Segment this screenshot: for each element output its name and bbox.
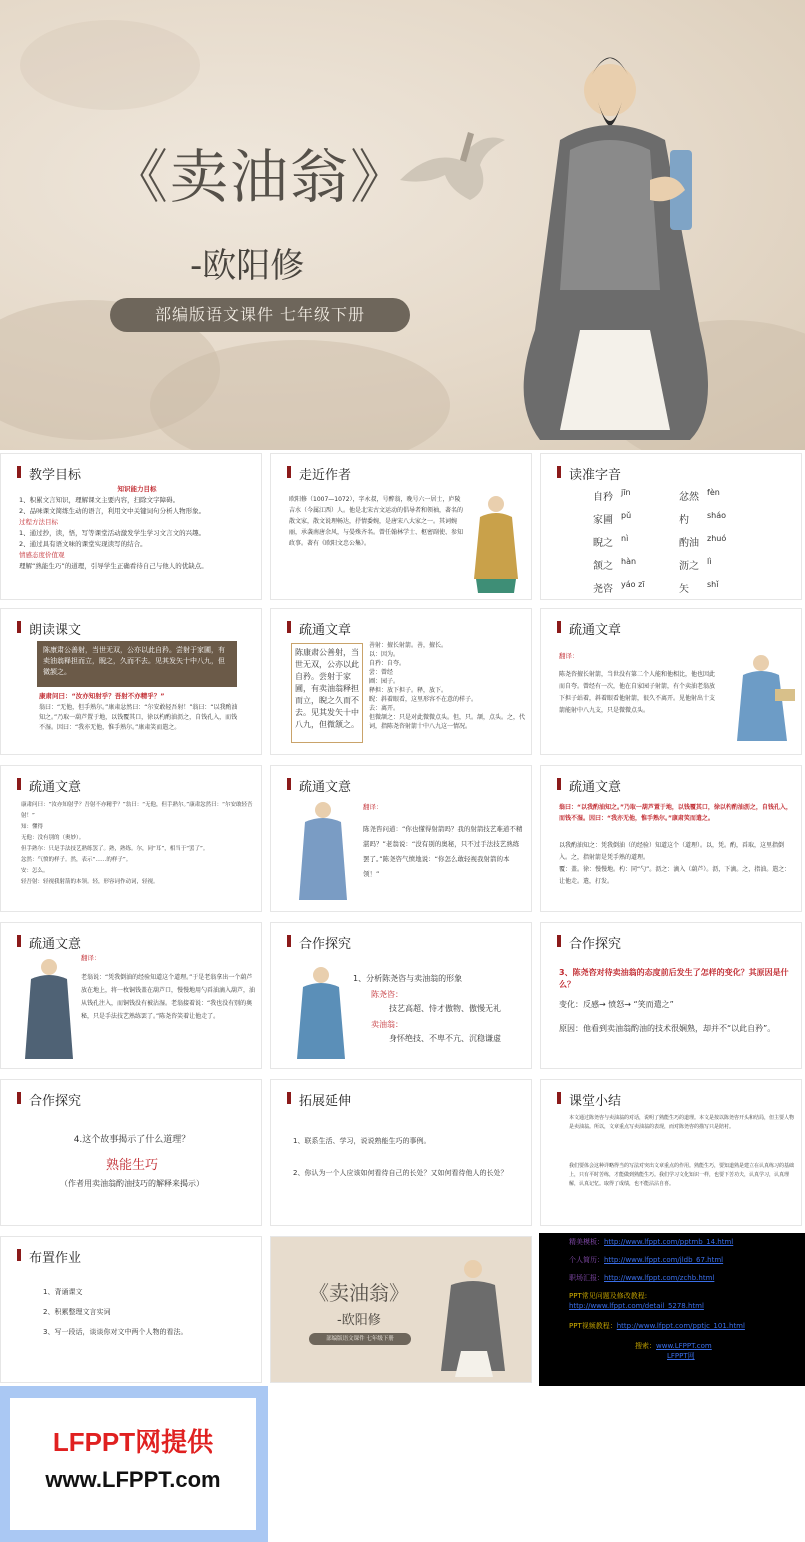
slide-heading: 教学目标 [29,464,81,483]
title-slide[interactable] [0,0,805,450]
slide-heading: 读准字音 [569,464,621,483]
pinyin: yáo zī [621,580,645,589]
goal-line: 2、通过具有语文味的课堂实现读写的结合。 [19,540,147,548]
homework-item: 1、背诵课文 [43,1288,83,1296]
link-label: PPT常见问题及修改教程: [569,1292,648,1300]
question-line: 康肃问曰：“汝亦知射乎？吾射不亦精乎？” [39,692,165,700]
answer-line: 原因：他看到卖油翁酌油的技术很娴熟，却并不“以此自矜”。 [559,1024,776,1033]
word: 自矜 [593,492,613,503]
slide-explore-3[interactable] [0,1079,262,1226]
goal-line: 理解“熟能生巧”的道理，引导学生正确看待自己与他人的优缺点。 [19,562,208,570]
cover-author: -欧阳修 [337,1313,381,1328]
answer-note: （作者用卖油翁酌油技巧的解释来揭示） [60,1179,204,1188]
footer-banner [0,1386,268,1542]
author-name: -欧阳修 [190,246,305,286]
translation-text: 陈尧咨问道：“你也懂得射箭吗？我的射箭技艺难道不精湛吗？”老翁说：“没有别的奥秘，只不过手法技艺熟练罢了。”陈尧咨气愤地说：“你怎么敢轻视我射箭的本领！” [363,825,523,878]
slide-heading: 朗读课文 [29,619,81,638]
slide-notes-4[interactable] [540,765,802,912]
slide-heading: 疏通文意 [299,776,351,795]
link[interactable]: http://www.lfppt.com/jldb_67.html [604,1256,724,1264]
provider-url[interactable]: www.LFPPT.com [45,1467,221,1492]
translation-text: 老翁说：“凭我倒油的经验知道这个道理。”于是老翁拿出一个葫芦放在地上，将一枚铜钱盖在葫芦口，慢慢地用勺舀油滴入葫芦，油从钱孔注入，而铜钱没有被沾湿。老翁接着说：“我也没有别的奥秘，只是手法技艺熟练罢了。”陈尧咨笑着让他走了。 [81,974,256,1020]
notes-text: 康肃问曰：“汝亦知射乎？吾射不亦精乎？”翁曰：“无他，但手熟尔。”康肃忿然曰：“尔安敢轻吾射！” 知：懂得 无他：没有别的（奥妙）。 但手熟尔：只是手法技艺熟练罢了。熟，熟练。尔，同“耳”，相当于“罢了”。 忿然：气愤的样子。然，表示“……的样子”。 安：怎么。 轻吾射：轻视我射箭的本领。轻，形容词作动词，轻视。 [21,802,253,885]
slide-pronunciation[interactable] [540,453,802,600]
slide-heading: 疏通文章 [299,619,351,638]
translation-text: 陈尧咨擅长射箭，当世没有第二个人能和他相比，他也因此而自夸。曾经有一次，他在自家园子射箭，有个卖油老翁放下担子站着，斜着眼看他射箭，很久不离开。见他射出十支箭能射中八九支，只是微微点头。 [559,671,716,714]
slide-explore-1[interactable] [270,922,532,1069]
summary-paragraph: 我们要体会这种详略得当的写法对突出文章重点的作用。熟能生巧，要知道熟是建立在认真练习的基础上，只有平时苦练，才能做到熟能生巧。我们学习文化知识一样，也要下苦功夫，认真学习，认真理解，认真记忆。取得了成绩，也不能沾沾自喜。 [569,1163,795,1187]
author-bio: 欧阳修（1007—1072），字永叔，号醉翁，晚号六一居士，庐陵吉水（今属江西）人。他是北宋古文运动的倡导者和领袖，著名的散文家，散文说理畅达，抒情委婉，是唐宋八大家之一。其词婉丽，承袭南唐余风，与晏殊齐名。曾任翰林学士、枢密副使、参知政事。著有《欧阳文忠公集》。 [289,496,464,547]
slide-heading: 合作探究 [29,1090,81,1109]
pinyin: nì [621,534,629,543]
slide-extension[interactable] [270,1079,532,1226]
summary-paragraph: 本文通过陈尧咨与卖油翁的对话，说明了熟能生巧的道理。本文是按以陈尧咨开头和结局，但主要人物是卖油翁。所以，文章重点写卖油翁的表现，而对陈尧咨的描写只是陪衬。 [569,1115,795,1130]
link-label: 搜索： [635,1342,656,1350]
slide-explore-2[interactable] [540,922,802,1069]
slide-heading: 合作探究 [299,933,351,952]
character-label: 陈尧咨： [371,990,403,999]
character-traits: 技艺高超、恃才傲物、傲慢无礼 [389,1004,501,1013]
homework-item: 2、积累整理文言实词 [43,1308,111,1316]
goal-line: 1、通过抄，读，悟，写等课堂活动激发学生学习文言文的兴趣。 [19,529,206,537]
grade-badge: 部编版语文课件 七年级下册 [110,298,410,332]
pinyin: jīn [621,488,631,497]
slide-heading: 疏通文意 [569,776,621,795]
slide-end-cover[interactable] [270,1236,532,1383]
slide-heading: 疏通文意 [29,776,81,795]
scholar-figure-icon [431,1251,521,1381]
extension-line: 1、联系生活、学习，说说熟能生巧的事例。 [293,1137,431,1145]
link[interactable]: http://www.lfppt.com/detail_5278.html [569,1302,704,1310]
word-grid [593,488,793,595]
cover-title: 《卖油翁》 [309,1281,409,1305]
word: 沥之 [679,561,699,572]
cloud-decoration [20,20,200,110]
link-label: 个人简历： [569,1256,604,1264]
word: 家圃 [593,515,613,526]
answer-line: 变化：反感→ 愤怒→ “笑而遣之” [559,1000,674,1009]
link[interactable]: www.LFPPT.com [656,1342,712,1350]
word: 杓 [679,515,689,526]
pinyin: pǔ [621,511,632,520]
section-heading: 知识能力目标 [117,485,157,493]
slide-author[interactable] [270,453,532,600]
word: 尧咨 [593,584,613,595]
word: 忿然 [679,492,699,503]
scholar-figure-icon [293,961,349,1065]
slide-heading: 疏通文意 [29,933,81,952]
slide-reading[interactable] [0,608,262,755]
link[interactable]: http://www.lfppt.com/zchb.html [604,1274,715,1282]
slide-notes-3[interactable] [0,765,262,912]
text-box: 陈康肃公善射，当世无双，公亦以此自矜。尝射于家圃，有卖油翁释担而立，睨之久而不去。见其发矢十中八九，但微颔之。 [291,643,363,743]
slide-notes-2[interactable] [540,608,802,755]
page-title: 《卖油翁》 [110,143,411,211]
slide-heading: 课堂小结 [569,1090,621,1109]
pinyin: lì [707,557,712,566]
scholar-figure-icon [19,953,79,1067]
slide-translation-2[interactable] [0,922,262,1069]
cover-badge: 部编版语文课件 七年级下册 [309,1333,411,1345]
notes-text: 以我酌油知之：凭我倒油（的经验）知道这个（道理）。以，凭。酌，舀取，这里指倒入。之，指射箭是凭手熟的道理。 覆：盖。徐：慢慢地。杓：同“勺”。沥之：滴入（葫芦）。沥，下滴。之，指油。遣之：让他走。遣，打发。 [559,842,791,885]
footer-card [10,1398,256,1530]
scholar-figure-icon [466,489,526,594]
slide-heading: 布置作业 [29,1247,81,1266]
text-box: 陈康肃公善射，当世无双，公亦以此自矜。尝射于家圃，有卖油翁释担而立，睨之，久而不去。见其发矢十中八九，但微颔之。 [37,641,237,687]
translation-label: 翻译： [363,803,383,811]
link[interactable]: LFPPT网 [667,1352,695,1360]
question-line: 4.这个故事揭示了什么道理？ [73,1135,191,1145]
word: 睨之 [593,538,613,549]
translation-label: 翻译： [559,652,579,660]
body-text: 翁曰：“无他，但手熟尔。”康肃忿然曰：“尔安敢轻吾射！”翁曰：“以我酌油知之。”乃取一葫芦置于地，以钱覆其口，徐以杓酌油沥之，自钱孔入，而钱不湿。因曰：“我亦无他，惟手熟尔。”康肃笑而遣之。 [39,704,238,731]
goal-line: 2、品味课文简练生动的语言，利用文中关键词句分析人物形象。 [19,507,206,515]
pinyin: fèn [707,488,720,497]
slide-links[interactable] [539,1233,805,1386]
pinyin: sháo [707,511,727,520]
section-heading: 情感态度价值观 [19,551,65,559]
link-label: 精美模板： [569,1238,604,1246]
slide-teaching-goals[interactable] [0,453,262,600]
homework-item: 3、写一段话，谈谈你对文中两个人物的看法。 [43,1328,188,1336]
question-line: 1、分析陈尧咨与卖油翁的形象 [353,974,463,983]
pinyin: shǐ [707,580,719,589]
slide-heading: 拓展延伸 [299,1090,351,1109]
scholar-figure-icon [500,30,740,450]
slide-heading: 合作探究 [569,933,621,952]
scholar-figure-icon [731,649,797,749]
provider-text: LFPPT网提供 [52,1427,214,1457]
section-heading: 过程方法目标 [19,518,58,526]
scholar-figure-icon [293,796,353,908]
slide-homework[interactable] [0,1236,262,1383]
link-label: 职场汇报： [569,1274,604,1282]
question-line: 翁曰：“以我酌油知之。”乃取一葫芦置于地，以钱覆其口，徐以杓酌油沥之，自钱孔入，而钱不湿。因曰：“我亦无他，惟手熟尔。”康肃笑而遣之。 [559,804,792,822]
goal-line: 1、积累文言知识，理解课文主要内容，扫除文字障碍。 [19,496,180,504]
pinyin: hàn [621,557,637,566]
answer-line: 熟能生巧 [105,1158,158,1173]
slide-summary[interactable] [540,1079,802,1226]
slide-notes-1[interactable] [270,608,532,755]
slide-heading: 疏通文章 [569,619,621,638]
word: 酌油 [679,538,699,549]
slide-translation-1[interactable] [270,765,532,912]
link[interactable]: http://www.lfppt.com/pptmb_14.html [604,1238,734,1246]
character-traits: 身怀绝技、不卑不亢、沉稳谦虚 [389,1034,501,1043]
link[interactable]: http://www.lfppt.com/pptjc_101.html [616,1322,745,1330]
translation-label: 翻译： [81,954,101,962]
character-label: 卖油翁： [371,1020,403,1029]
word: 颔之 [593,561,613,572]
notes-text: 善射：擅长射箭。善，擅长。 以：因为。 自矜：自夸。 尝：曾经 圃：园子。 释担：放下担子。释，放下。 睨：斜着眼看，这里形容不在意的样子。 去：离开。 但微颔之：只是对此微微点头。但，只。颔，点头。之，代词，指陈尧咨射箭十中八九这一情况。 [369,642,526,730]
slide-heading: 走近作者 [299,464,351,483]
link-label: PPT视频教程： [569,1322,617,1330]
extension-line: 2、你认为一个人应该如何看待自己的长处？又如何看待他人的长处？ [293,1169,508,1177]
pinyin: zhuó [707,534,727,543]
question-line: 3、陈尧咨对待卖油翁的态度前后发生了怎样的变化？其原因是什么？ [559,968,789,989]
word: 矢 [679,584,689,595]
